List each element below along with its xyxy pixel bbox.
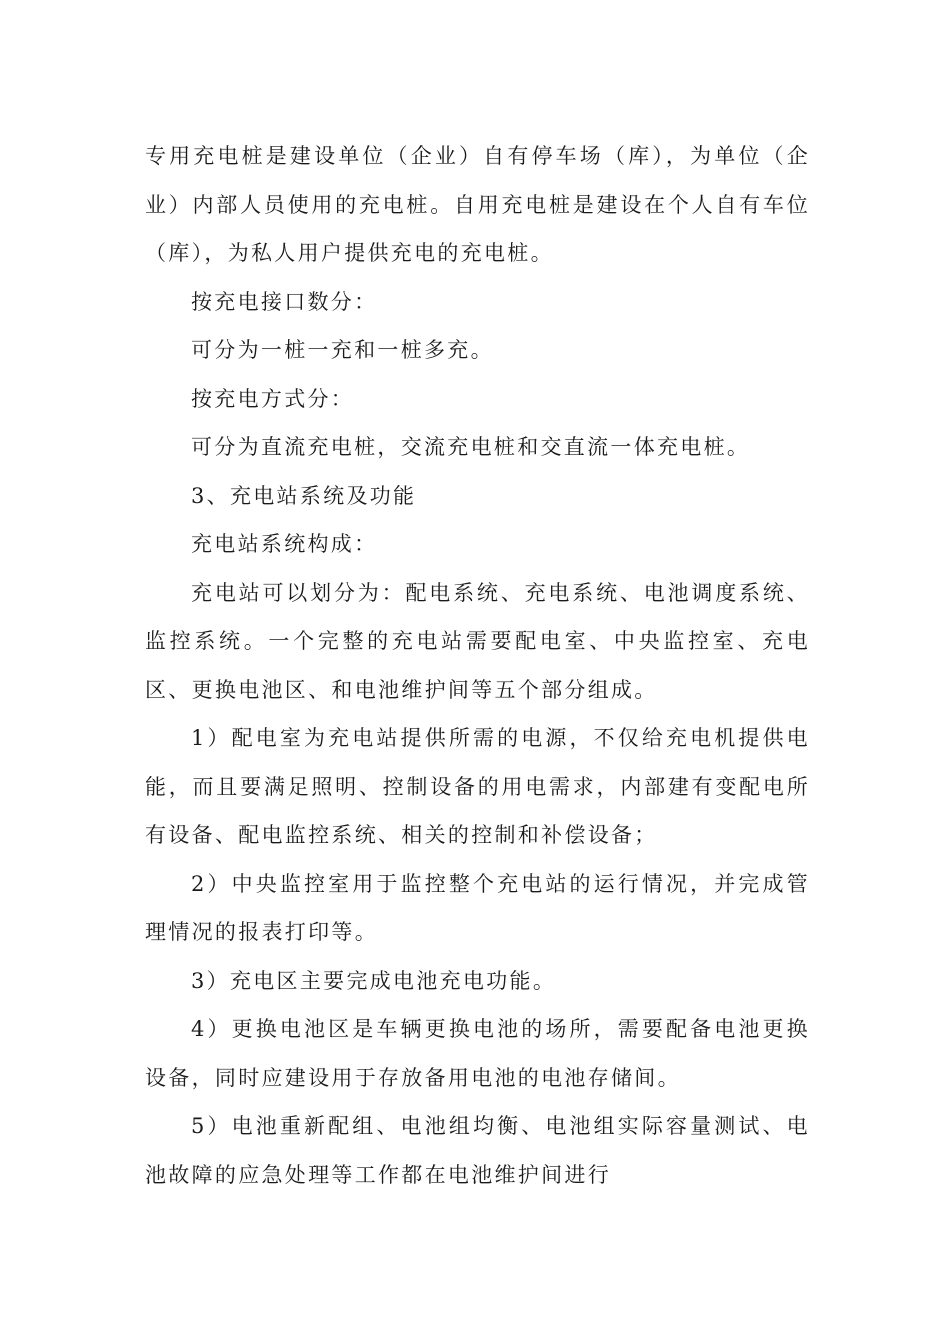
paragraph-dedicated-vs-private-chargers: 专用充电桩是建设单位（企业）自有停车场（库），为单位（企业）内部人员使用的充电桩。自用充电桩是建设在个人自有车位（库），为私人用户提供充电的充电桩。 bbox=[145, 144, 810, 265]
list-item-battery-maintenance: 5）电池重新配组、电池组均衡、电池组实际容量测试、电池故障的应急处理等工作都在电池维护间进行 bbox=[145, 1114, 810, 1187]
section-heading-station-system: 3、充电站系统及功能 bbox=[191, 483, 417, 508]
heading-by-interface-count: 按充电接口数分： bbox=[191, 289, 378, 314]
heading-station-composition: 充电站系统构成： bbox=[191, 532, 378, 556]
paragraph-station-subsystems: 充电站可以划分为：配电系统、充电系统、电池调度系统、监控系统。一个完整的充电站需要配电室、中央监控室、充电区、更换电池区、和电池维护间等五个部分组成。 bbox=[145, 580, 810, 702]
document-body bbox=[145, 132, 810, 1199]
list-item-central-monitoring: 2）中央监控室用于监控整个充电站的运行情况，并完成管理情况的报表打印等。 bbox=[145, 871, 810, 944]
paragraph-charging-method-types: 可分为直流充电桩，交流充电桩和交直流一体充电桩。 bbox=[191, 435, 751, 459]
list-item-charging-area: 3）充电区主要完成电池充电功能。 bbox=[191, 968, 557, 993]
list-item-distribution-room: 1）配电室为充电站提供所需的电源，不仅给充电机提供电能，而且要满足照明、控制设备的用电需求，内部建有变配电所有设备、配电监控系统、相关的控制和补偿设备； bbox=[145, 726, 810, 847]
paragraph-interface-count-types: 可分为一桩一充和一桩多充。 bbox=[191, 338, 494, 362]
list-item-battery-swap-area: 4）更换电池区是车辆更换电池的场所，需要配备电池更换设备，同时应建设用于存放备用电池的电池存储间。 bbox=[145, 1017, 810, 1090]
heading-by-charging-method: 按充电方式分： bbox=[191, 386, 355, 411]
